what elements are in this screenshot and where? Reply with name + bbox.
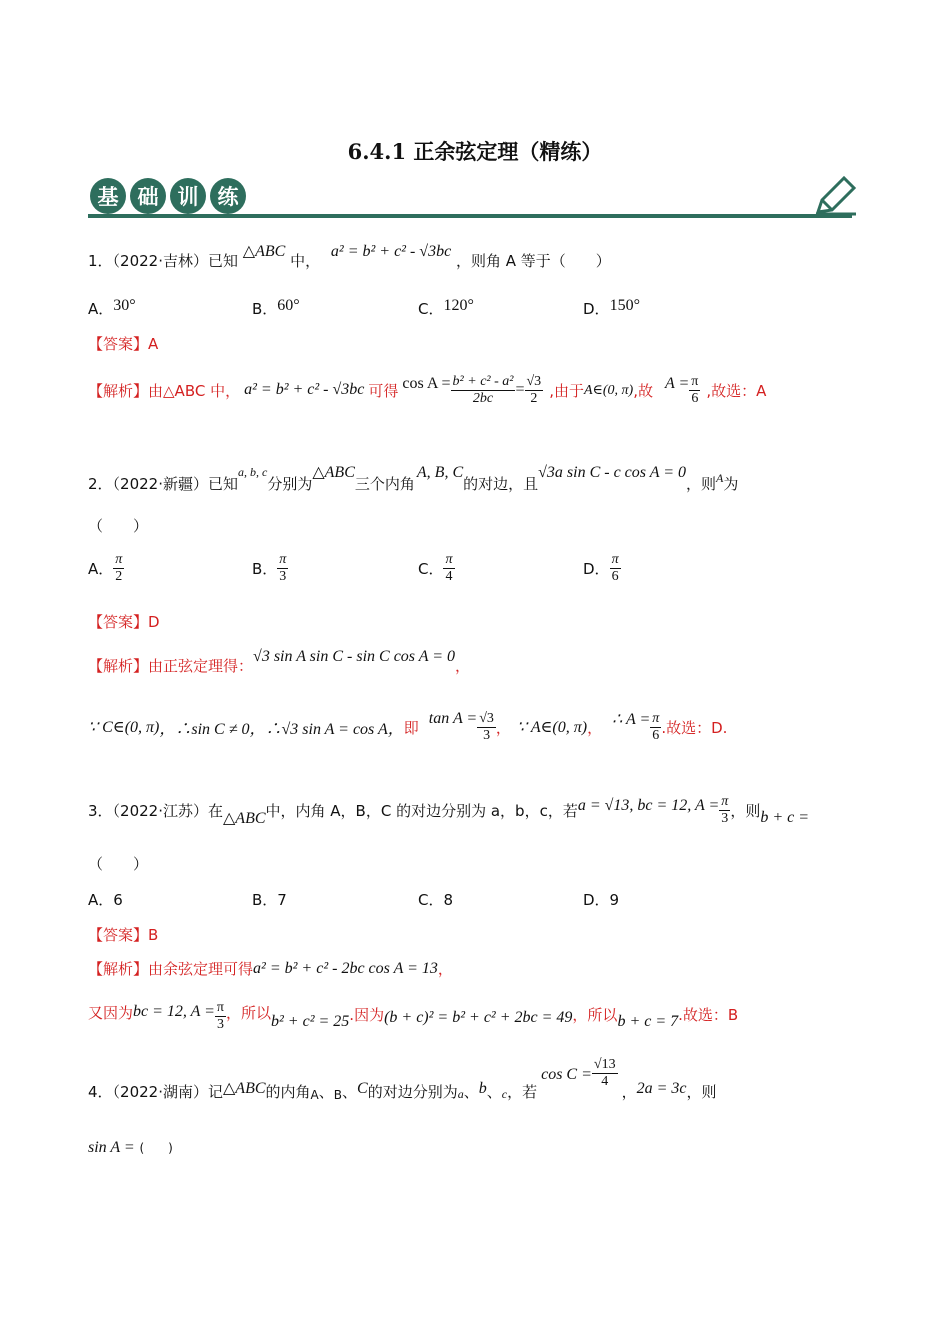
q2-analysis (88, 646, 470, 676)
q2-var: A (716, 471, 724, 485)
q2-l2-den: 3 (483, 727, 491, 743)
q3-cond-den: 3 (721, 810, 729, 826)
q4-condition: 2a = 3c (636, 1080, 687, 1097)
q3-ask: b + c = (760, 809, 810, 826)
q4-t3: ，若 (507, 1083, 538, 1101)
q4-la: a (457, 1087, 464, 1101)
q1-analysis-f: ,故选：A (706, 381, 767, 400)
q3-l2-f: (b + c)² = b² + c² + 2bc = 49 (384, 1009, 573, 1026)
q2-option-b-den: 3 (279, 569, 287, 584)
q1-option-a-label: A． (88, 300, 114, 318)
q4-a: A (310, 1088, 319, 1102)
q1-prefix: 1．（2022·吉林）已知 (88, 252, 238, 270)
q3-cond-frac (719, 794, 730, 827)
q3-l2-a: 又因为 (88, 1003, 134, 1022)
q4-lc: c (501, 1087, 508, 1101)
q1-analysis-e: ,故 (633, 381, 654, 400)
q4-paren: ( ) (139, 1141, 173, 1155)
q1-option-c[interactable] (418, 298, 474, 319)
pencil-icon (812, 172, 858, 218)
q2-l2-num: √3 (479, 710, 494, 726)
q2-paren: （ ） (88, 517, 149, 535)
q2-stem (88, 454, 738, 494)
q2-option-c-label: C． (418, 560, 444, 578)
q2-option-a[interactable] (88, 552, 124, 585)
q1-analysis-frac (451, 374, 516, 407)
q2-l2-c: 即 (403, 718, 419, 737)
q3-option-b[interactable]: B．7 (252, 891, 287, 909)
q3-prefix: 3．（2022·江苏）在 (88, 801, 223, 820)
q2-l2-res-frac (650, 711, 661, 744)
q2-t5: 为 (723, 475, 739, 493)
q1-analysis-formula: a² = b² + c² - √3bc (244, 381, 365, 398)
q1-analysis-frac2-den: 2 (530, 390, 538, 406)
q1-analysis-frac-num: b² + c² - a² (452, 373, 514, 389)
q3-condition: a = √13, bc = 12, A = (577, 797, 720, 814)
q1-analysis-frac2-num: √3 (526, 373, 542, 389)
q2-l2-res-num: π (652, 710, 660, 726)
q2-l2-frac (477, 711, 496, 744)
q3-cond-num: π (721, 793, 729, 809)
q1-analysis-frac-den: 2bc (472, 390, 494, 406)
q2-option-d-label: D． (583, 560, 610, 578)
q2-abc: a, b, c (238, 465, 268, 479)
q2-l2-res-den: 6 (652, 727, 660, 743)
q2-triangle: △ABC (312, 464, 355, 481)
q1-option-a-value: 30° (113, 297, 136, 314)
q1-analysis-a: 由△ABC 中， (148, 381, 241, 400)
q2-option-a-label: A． (88, 560, 114, 578)
q1-formula: a² = b² + c² - √3bc (330, 243, 452, 260)
q2-option-c-den: 4 (445, 569, 453, 584)
q3-l2-i: .故选：B (678, 1005, 739, 1024)
q4-triangle: △ABC (223, 1080, 266, 1097)
q4-t1: 的内角 (265, 1083, 311, 1101)
q3-option-a[interactable]: A．6 (88, 891, 123, 909)
page-title: 6.4.1 正余弦定理（精练） (347, 139, 603, 164)
q4-t5: ，则 (686, 1083, 717, 1101)
q4-sep4: 、 (486, 1083, 502, 1101)
q2-option-c-num: π (445, 552, 453, 567)
q2-analysis-formula: √3 sin A sin C - sin C cos A = 0 (253, 648, 456, 665)
q4-ask-line (88, 1138, 173, 1157)
q1-option-d[interactable] (583, 298, 640, 319)
q2-option-a-den: 2 (115, 569, 123, 584)
q2-option-b[interactable] (252, 552, 288, 585)
q3-option-d[interactable]: D．9 (583, 891, 620, 909)
q1-analysis-res-frac (689, 374, 700, 407)
q2-l2-g: ∴ A = (612, 711, 651, 728)
q4-cos: cos C = (541, 1066, 592, 1083)
q1-analysis (88, 368, 766, 412)
q2-option-b-frac (277, 552, 288, 585)
q2-option-b-num: π (279, 552, 287, 567)
badge-xun: 训 (170, 178, 206, 214)
q2-l2-d: ， (495, 718, 511, 737)
q3-l2-c: ，所以 (225, 1003, 271, 1022)
q3-analysis-formula: a² = b² + c² - 2bc cos A = 13 (253, 959, 438, 977)
q2-t4: ，则 (686, 475, 717, 493)
q1-stem (88, 243, 611, 271)
q2-option-a-num: π (115, 552, 123, 567)
q3-answer: 【答案】B (88, 926, 159, 944)
q4-sep1: 、 (318, 1083, 334, 1101)
q2-l2-h: .故选：D. (661, 718, 728, 737)
q1-suffix: ，则角 A 等于（ ） (455, 252, 611, 270)
q1-option-c-value: 120° (443, 297, 474, 314)
q3-t1: 中，内角 A，B，C 的对边分别为 a，b，c，若 (265, 801, 578, 820)
q2-option-c[interactable] (418, 552, 455, 585)
badge-lian: 练 (210, 178, 246, 214)
q3-l2-den: 3 (216, 1016, 224, 1032)
q1-analysis-res: A = (665, 375, 690, 392)
q2-analysis-comma: ， (455, 657, 471, 675)
q1-analysis-res-num: π (691, 373, 699, 389)
q3-l2-num: π (216, 999, 224, 1015)
q1-option-b-value: 60° (277, 297, 300, 314)
q3-t2: ，则 (730, 801, 761, 820)
section-banner (88, 178, 858, 222)
q3-stem (88, 790, 809, 830)
q4-frac (592, 1057, 618, 1090)
q2-option-a-frac (113, 552, 124, 585)
q1-option-d-value: 150° (609, 297, 640, 314)
q4-sep3: 、 (463, 1083, 479, 1101)
q1-option-c-label: C． (418, 300, 444, 318)
q1-triangle: △ABC (242, 243, 286, 260)
q2-answer: 【答案】D (88, 613, 160, 631)
q3-paren: （ ） (88, 855, 149, 873)
q2-option-d[interactable] (583, 552, 621, 585)
q2-analysis-label: 【解析】 (88, 657, 149, 675)
q2-option-d-frac (610, 552, 621, 585)
q1-option-a[interactable] (88, 298, 136, 319)
q2-prefix: 2．（2022·新疆）已知 (88, 475, 238, 493)
q2-option-d-den: 6 (611, 569, 619, 584)
q2-analysis-a: 由正弦定理得： (148, 657, 254, 675)
q4-stem (88, 1052, 717, 1102)
q2-t2: 三个内角 (354, 475, 415, 493)
q2-l2-e: ∵ A∈(0, π) (516, 719, 588, 736)
q4-den: 4 (601, 1074, 609, 1089)
q2-l2-f: ， (587, 718, 603, 737)
q3-triangle: △ABC (223, 810, 266, 827)
q1-analysis-eq: = (515, 381, 525, 398)
q4-num: √13 (593, 1057, 616, 1072)
q4-b: B (333, 1088, 343, 1102)
q4-ask: sin A = (88, 1139, 135, 1156)
q3-analysis (88, 958, 453, 979)
q2-option-c-frac (443, 552, 454, 585)
q4-t4: ， (621, 1083, 637, 1101)
q1-mid: 中， (290, 252, 321, 270)
q1-option-d-label: D． (583, 300, 610, 318)
q1-analysis-c: 可得 (368, 381, 399, 400)
q4-t2: 的对边分别为 (367, 1083, 458, 1101)
q2-l2-b: ，∴sin C ≠ 0，∴√3 sin A = cos A， (159, 720, 404, 738)
q4-prefix: 4．（2022·湖南）记 (88, 1083, 223, 1101)
q2-option-b-label: B． (252, 560, 278, 578)
q3-option-c[interactable]: C．8 (418, 891, 454, 909)
q1-analysis-cos: cos A = (402, 375, 451, 392)
q3-l2-h: b + c = 7 (617, 1013, 679, 1030)
q4-sep2: 、 (342, 1083, 358, 1101)
q2-l2-a: ∵ C∈(0, π) (88, 719, 160, 736)
q1-option-b[interactable] (252, 298, 300, 319)
q1-answer: 【答案】A (88, 335, 159, 353)
q2-analysis-line2 (88, 704, 727, 750)
q3-analysis-c: ， (437, 960, 453, 978)
badge-chu: 础 (130, 178, 166, 214)
q1-option-b-label: B． (252, 300, 278, 318)
q3-analysis-label: 【解析】 (88, 960, 149, 978)
q1-analysis-d: ,由于 (549, 381, 584, 400)
q3-l2-g: ，所以 (572, 1005, 618, 1024)
q1-analysis-range: A∈(0, π) (583, 382, 634, 398)
q3-analysis-line2 (88, 996, 738, 1036)
q2-l2-tan: tan A = (428, 710, 478, 727)
badge-ji: 基 (90, 178, 126, 214)
q3-l2-d: b² + c² = 25 (271, 1013, 350, 1030)
q2-angles: A, B, C (416, 464, 464, 481)
q2-condition: √3a sin C - c cos A = 0 (538, 464, 686, 481)
q3-analysis-a: 由余弦定理可得 (148, 960, 254, 978)
banner-underline (88, 214, 852, 218)
q3-l2-b: bc = 12, A = (133, 1003, 215, 1020)
q3-l2-frac (215, 1000, 226, 1033)
q1-analysis-frac2 (525, 374, 544, 407)
q4-c: C (357, 1080, 368, 1097)
q3-l2-e: .因为 (349, 1005, 385, 1024)
section-badges (90, 178, 246, 214)
q2-option-d-num: π (611, 552, 619, 567)
q1-analysis-res-den: 6 (691, 390, 699, 406)
q2-t3: 的对边，且 (463, 475, 539, 493)
q2-t1: 分别为 (267, 475, 313, 493)
q1-analysis-label: 【解析】 (88, 381, 149, 400)
q4-lb: b (478, 1080, 487, 1097)
